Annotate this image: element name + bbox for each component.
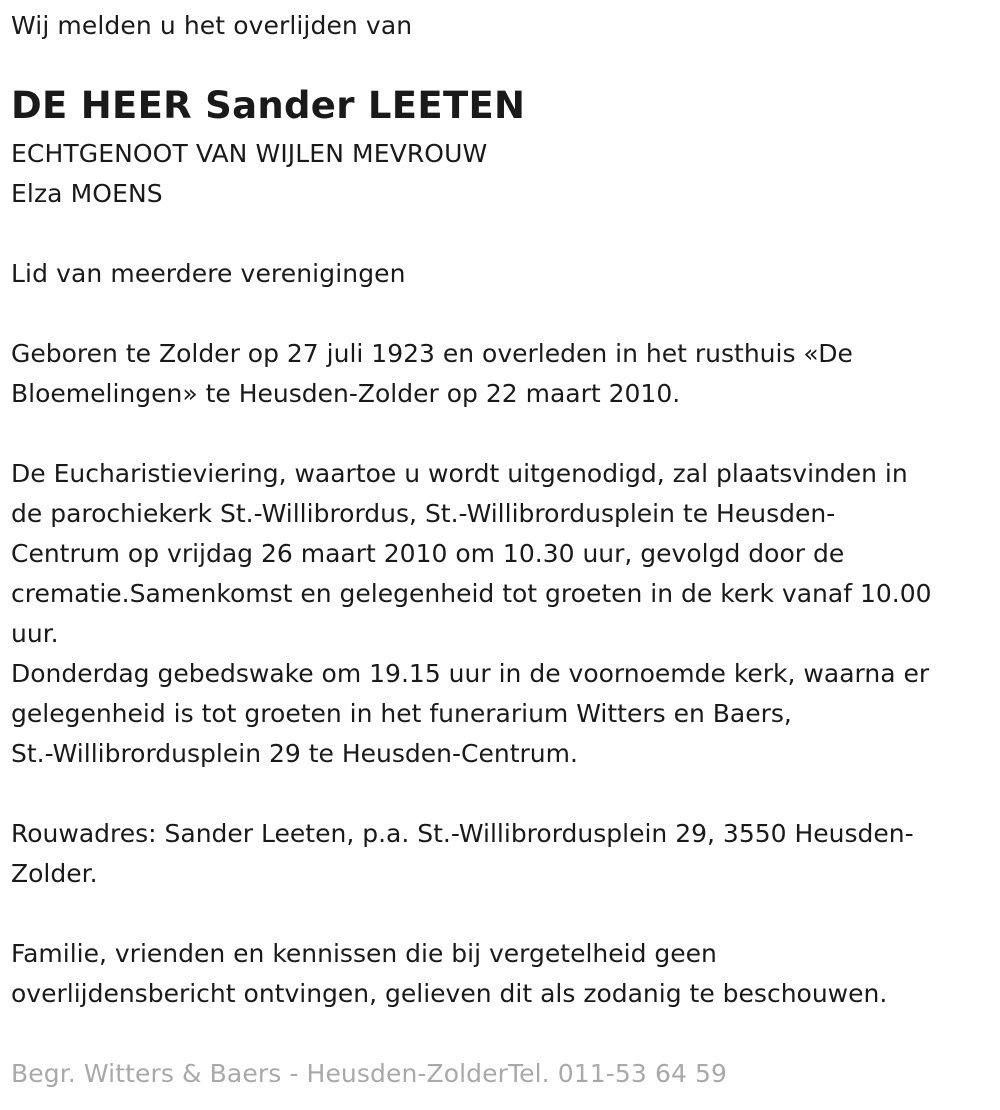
spouse-title: ECHTGENOOT VAN WIJLEN MEVROUW	[11, 139, 488, 168]
birth-death-paragraph	[11, 334, 853, 414]
ceremony-line: Centrum op vrijdag 26 maart 2010 om 10.30 uur, gevolgd door de	[11, 539, 845, 568]
address-line: Rouwadres: Sander Leeten, p.a. St.-Willibrordusplein 29, 3550 Heusden-	[11, 819, 914, 848]
intro-text: Wij melden u het overlijden van	[11, 11, 413, 40]
ceremony-line: de parochiekerk St.-Willibrordus, St.-Willibrordusplein te Heusden-	[11, 499, 836, 528]
membership-text: Lid van meerdere verenigingen	[11, 259, 406, 288]
ceremony-line: uur.	[11, 619, 59, 648]
birth-line: Geboren te Zolder op 27 juli 1923 en overleden in het rusthuis «De	[11, 339, 853, 368]
address-line: Zolder.	[11, 859, 98, 888]
ceremony-line: crematie.Samenkomst en gelegenheid tot groeten in de kerk vanaf 10.00	[11, 579, 932, 608]
ceremony-line: St.-Willibrordusplein 29 te Heusden-Centrum.	[11, 739, 578, 768]
funeral-home-footer: Begr. Witters & Baers - Heusden-ZolderTel. 011-53 64 59	[11, 1059, 728, 1088]
ceremony-paragraph	[11, 454, 932, 774]
notice-line: Familie, vrienden en kennissen die bij vergetelheid geen	[11, 939, 717, 968]
deceased-name: DE HEER Sander LEETEN	[11, 84, 526, 127]
notice-paragraph	[11, 934, 887, 1014]
ceremony-line: gelegenheid is tot groeten in het funerarium Witters en Baers,	[11, 699, 792, 728]
mourning-address-paragraph	[11, 814, 914, 894]
birth-line: Bloemelingen» te Heusden-Zolder op 22 maart 2010.	[11, 379, 681, 408]
ceremony-line: Donderdag gebedswake om 19.15 uur in de voornoemde kerk, waarna er	[11, 659, 930, 688]
ceremony-line: De Eucharistieviering, waartoe u wordt uitgenodigd, zal plaatsvinden in	[11, 459, 908, 488]
spouse-name: Elza MOENS	[11, 179, 163, 208]
notice-line: overlijdensbericht ontvingen, gelieven dit als zodanig te beschouwen.	[11, 979, 888, 1008]
